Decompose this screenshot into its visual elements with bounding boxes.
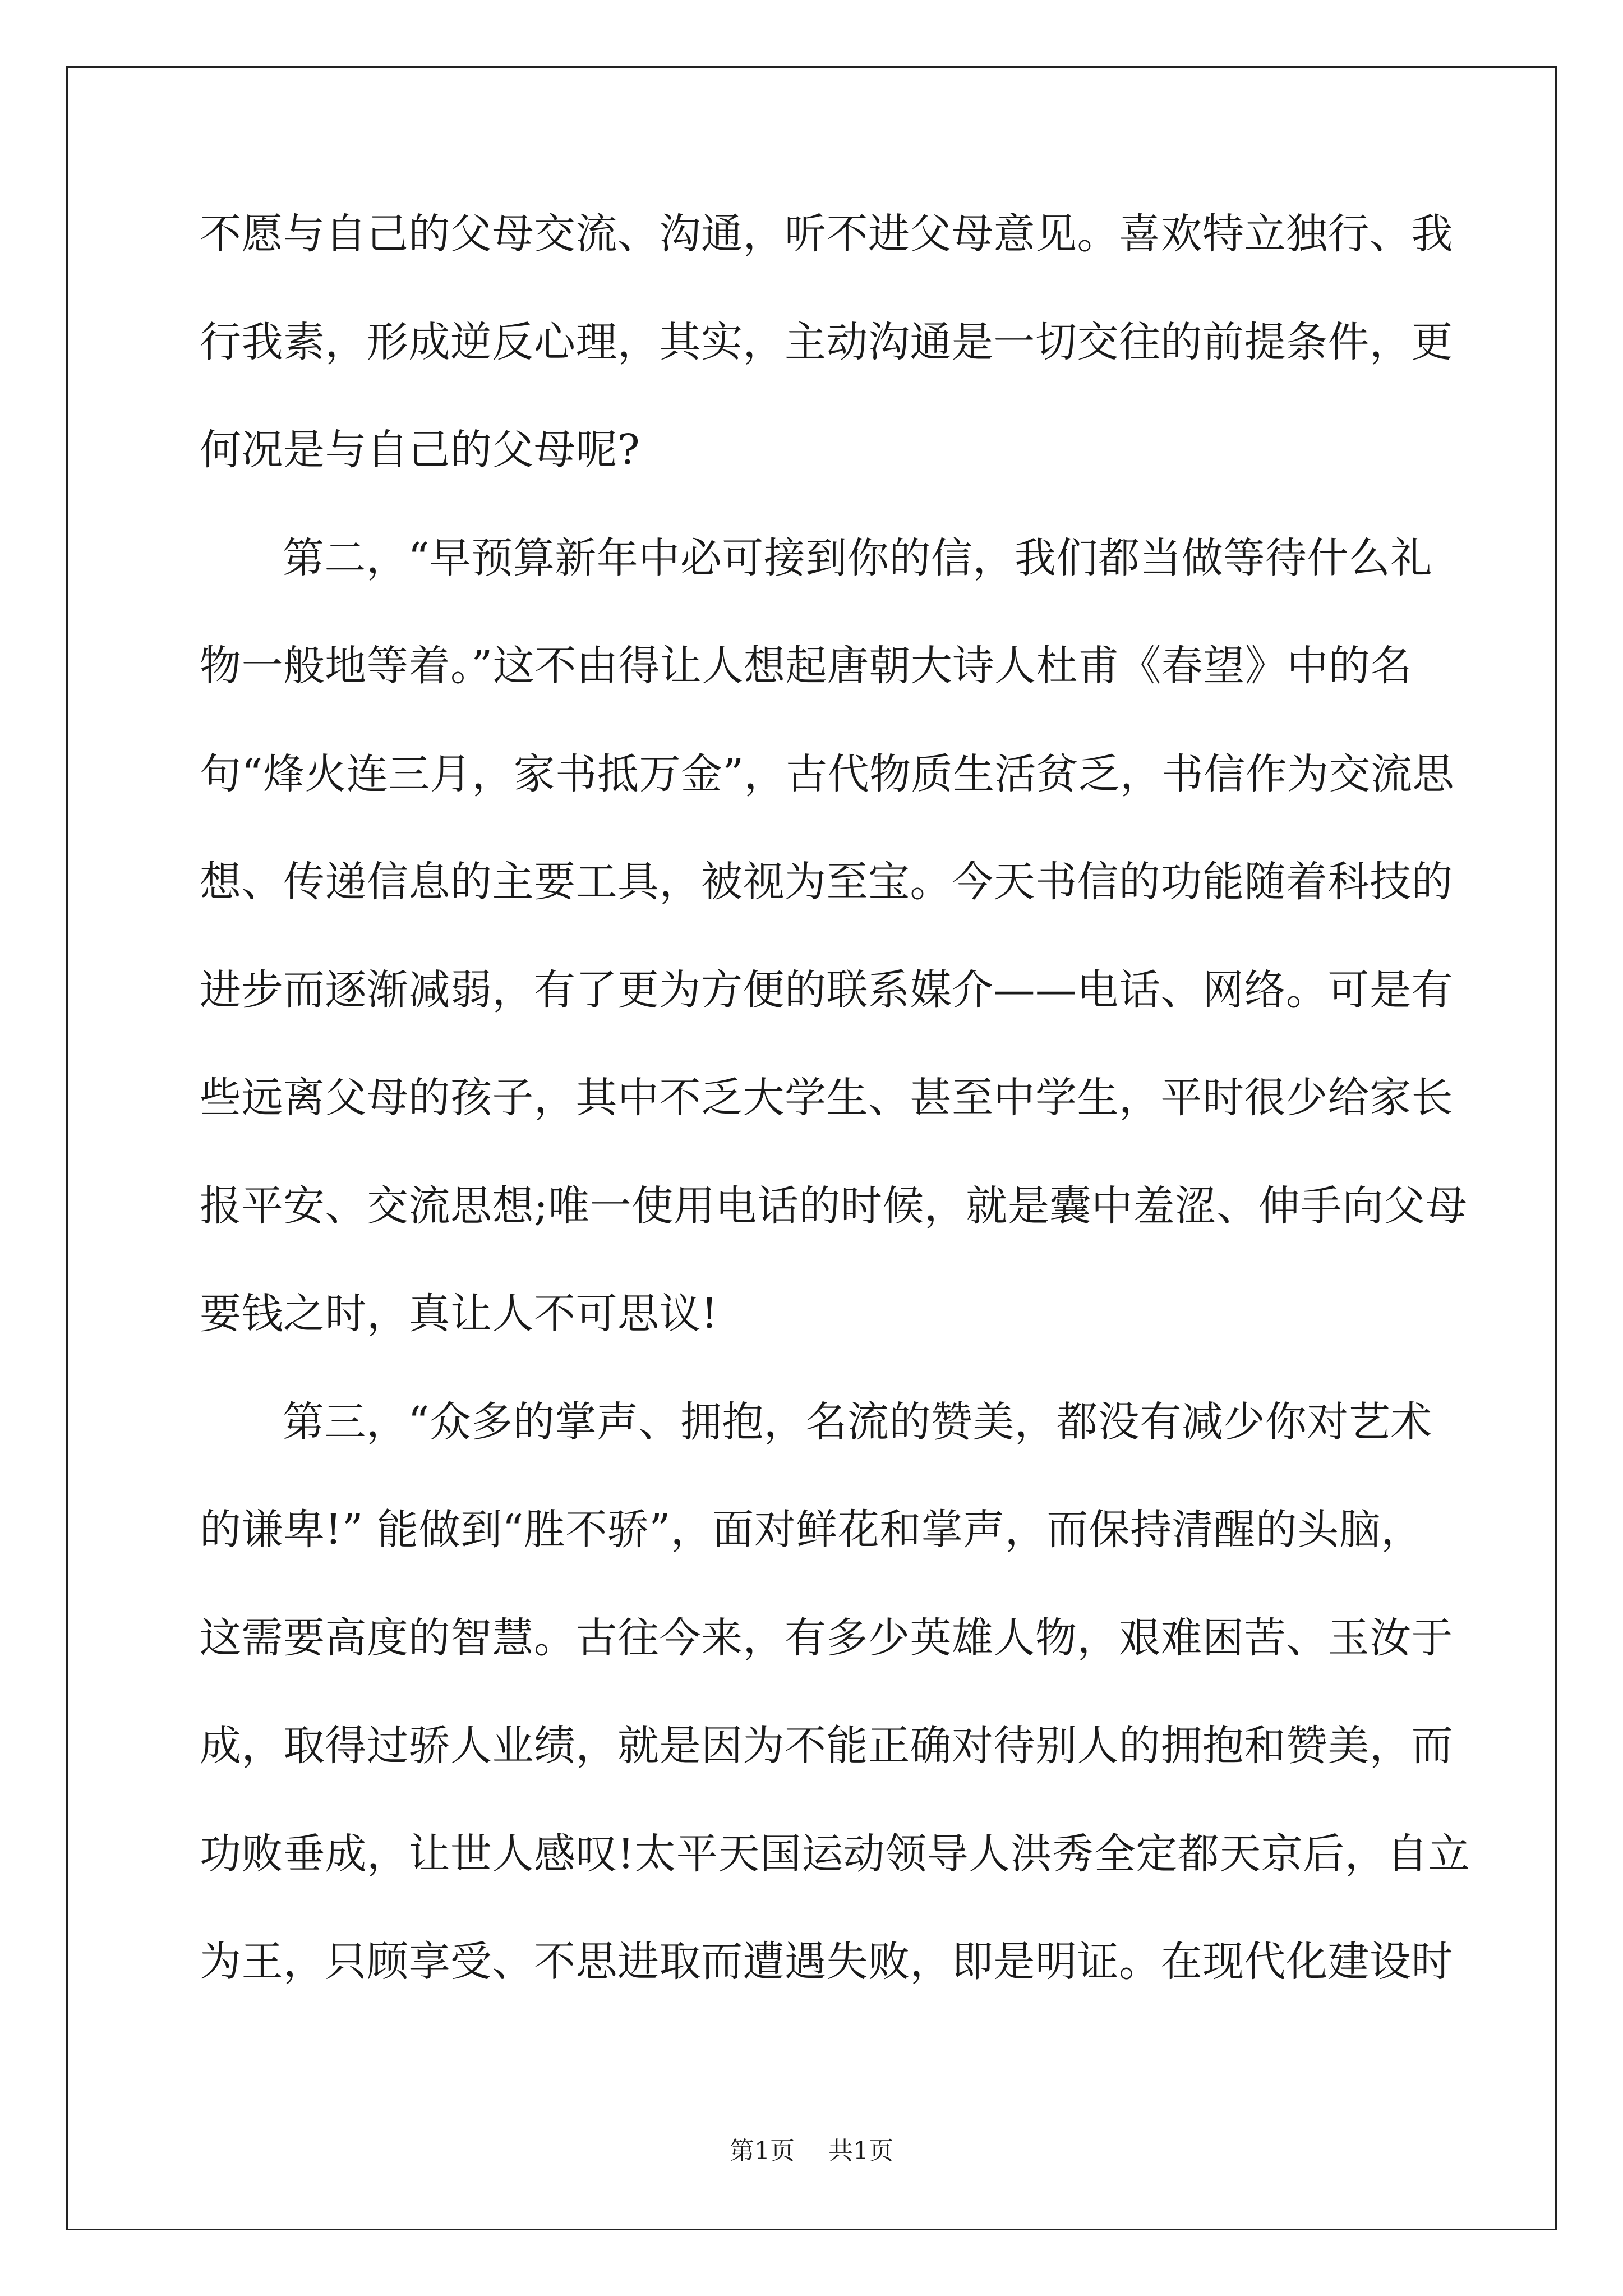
text-line: 行我素，形成逆反心理，其实，主动沟通是一切交往的前提条件，更 (200, 318, 1453, 366)
text-line: 功败垂成，让世人感叹!太平天国运动领导人洪秀全定都天京后，自立 (200, 1829, 1470, 1878)
text-line: 不愿与自己的父母交流、沟通，听不进父母意见。喜欢特立独行、我 (200, 210, 1453, 258)
text-line: 些远离父母的孩子，其中不乏大学生、甚至中学生，平时很少给家长 (200, 1074, 1453, 1122)
page-number-total: 共1页 (828, 2137, 893, 2165)
text-line: 成，取得过骄人业绩，就是因为不能正确对待别人的拥抱和赞美，而 (200, 1722, 1453, 1770)
paragraph-start-line: 第二，“早预算新年中必可接到你的信，我们都当做等待什么礼 (283, 533, 1432, 582)
text-line: 物一般地等着。”这不由得让人想起唐朝大诗人杜甫《春望》中的名 (200, 642, 1412, 690)
document-body (200, 210, 1470, 2049)
text-line: 想、传递信息的主要工具，被视为至宝。今天书信的功能随着科技的 (200, 858, 1453, 906)
text-line: 的谦卑!” 能做到“胜不骄”，面对鲜花和掌声，而保持清醒的头脑， (200, 1506, 1423, 1554)
text-line: 要钱之时，真让人不可思议! (200, 1290, 718, 1338)
paragraph-start-line: 第三，“众多的掌声、拥抱，名流的赞美，都没有减少你对艺术 (283, 1397, 1432, 1446)
text-line: 这需要高度的智慧。古往今来，有多少英雄人物，艰难困苦、玉汝于 (200, 1613, 1453, 1662)
text-line: 句“烽火连三月，家书抵万金”，古代物质生活贫乏，书信作为交流思 (200, 749, 1455, 798)
text-line: 报平安、交流思想;唯一使用电话的时候，就是囊中羞涩、伸手向父母 (200, 1181, 1468, 1230)
text-line: 为王，只顾享受、不思进取而遭遇失败，即是明证。在现代化建设时 (200, 1938, 1453, 1986)
text-line: 何况是与自己的父母呢? (200, 426, 640, 474)
text-line: 进步而逐渐减弱，有了更为方便的联系媒介——电话、网络。可是有 (200, 965, 1453, 1014)
page-footer (0, 2137, 1623, 2165)
page-number-current: 第1页 (730, 2137, 795, 2165)
